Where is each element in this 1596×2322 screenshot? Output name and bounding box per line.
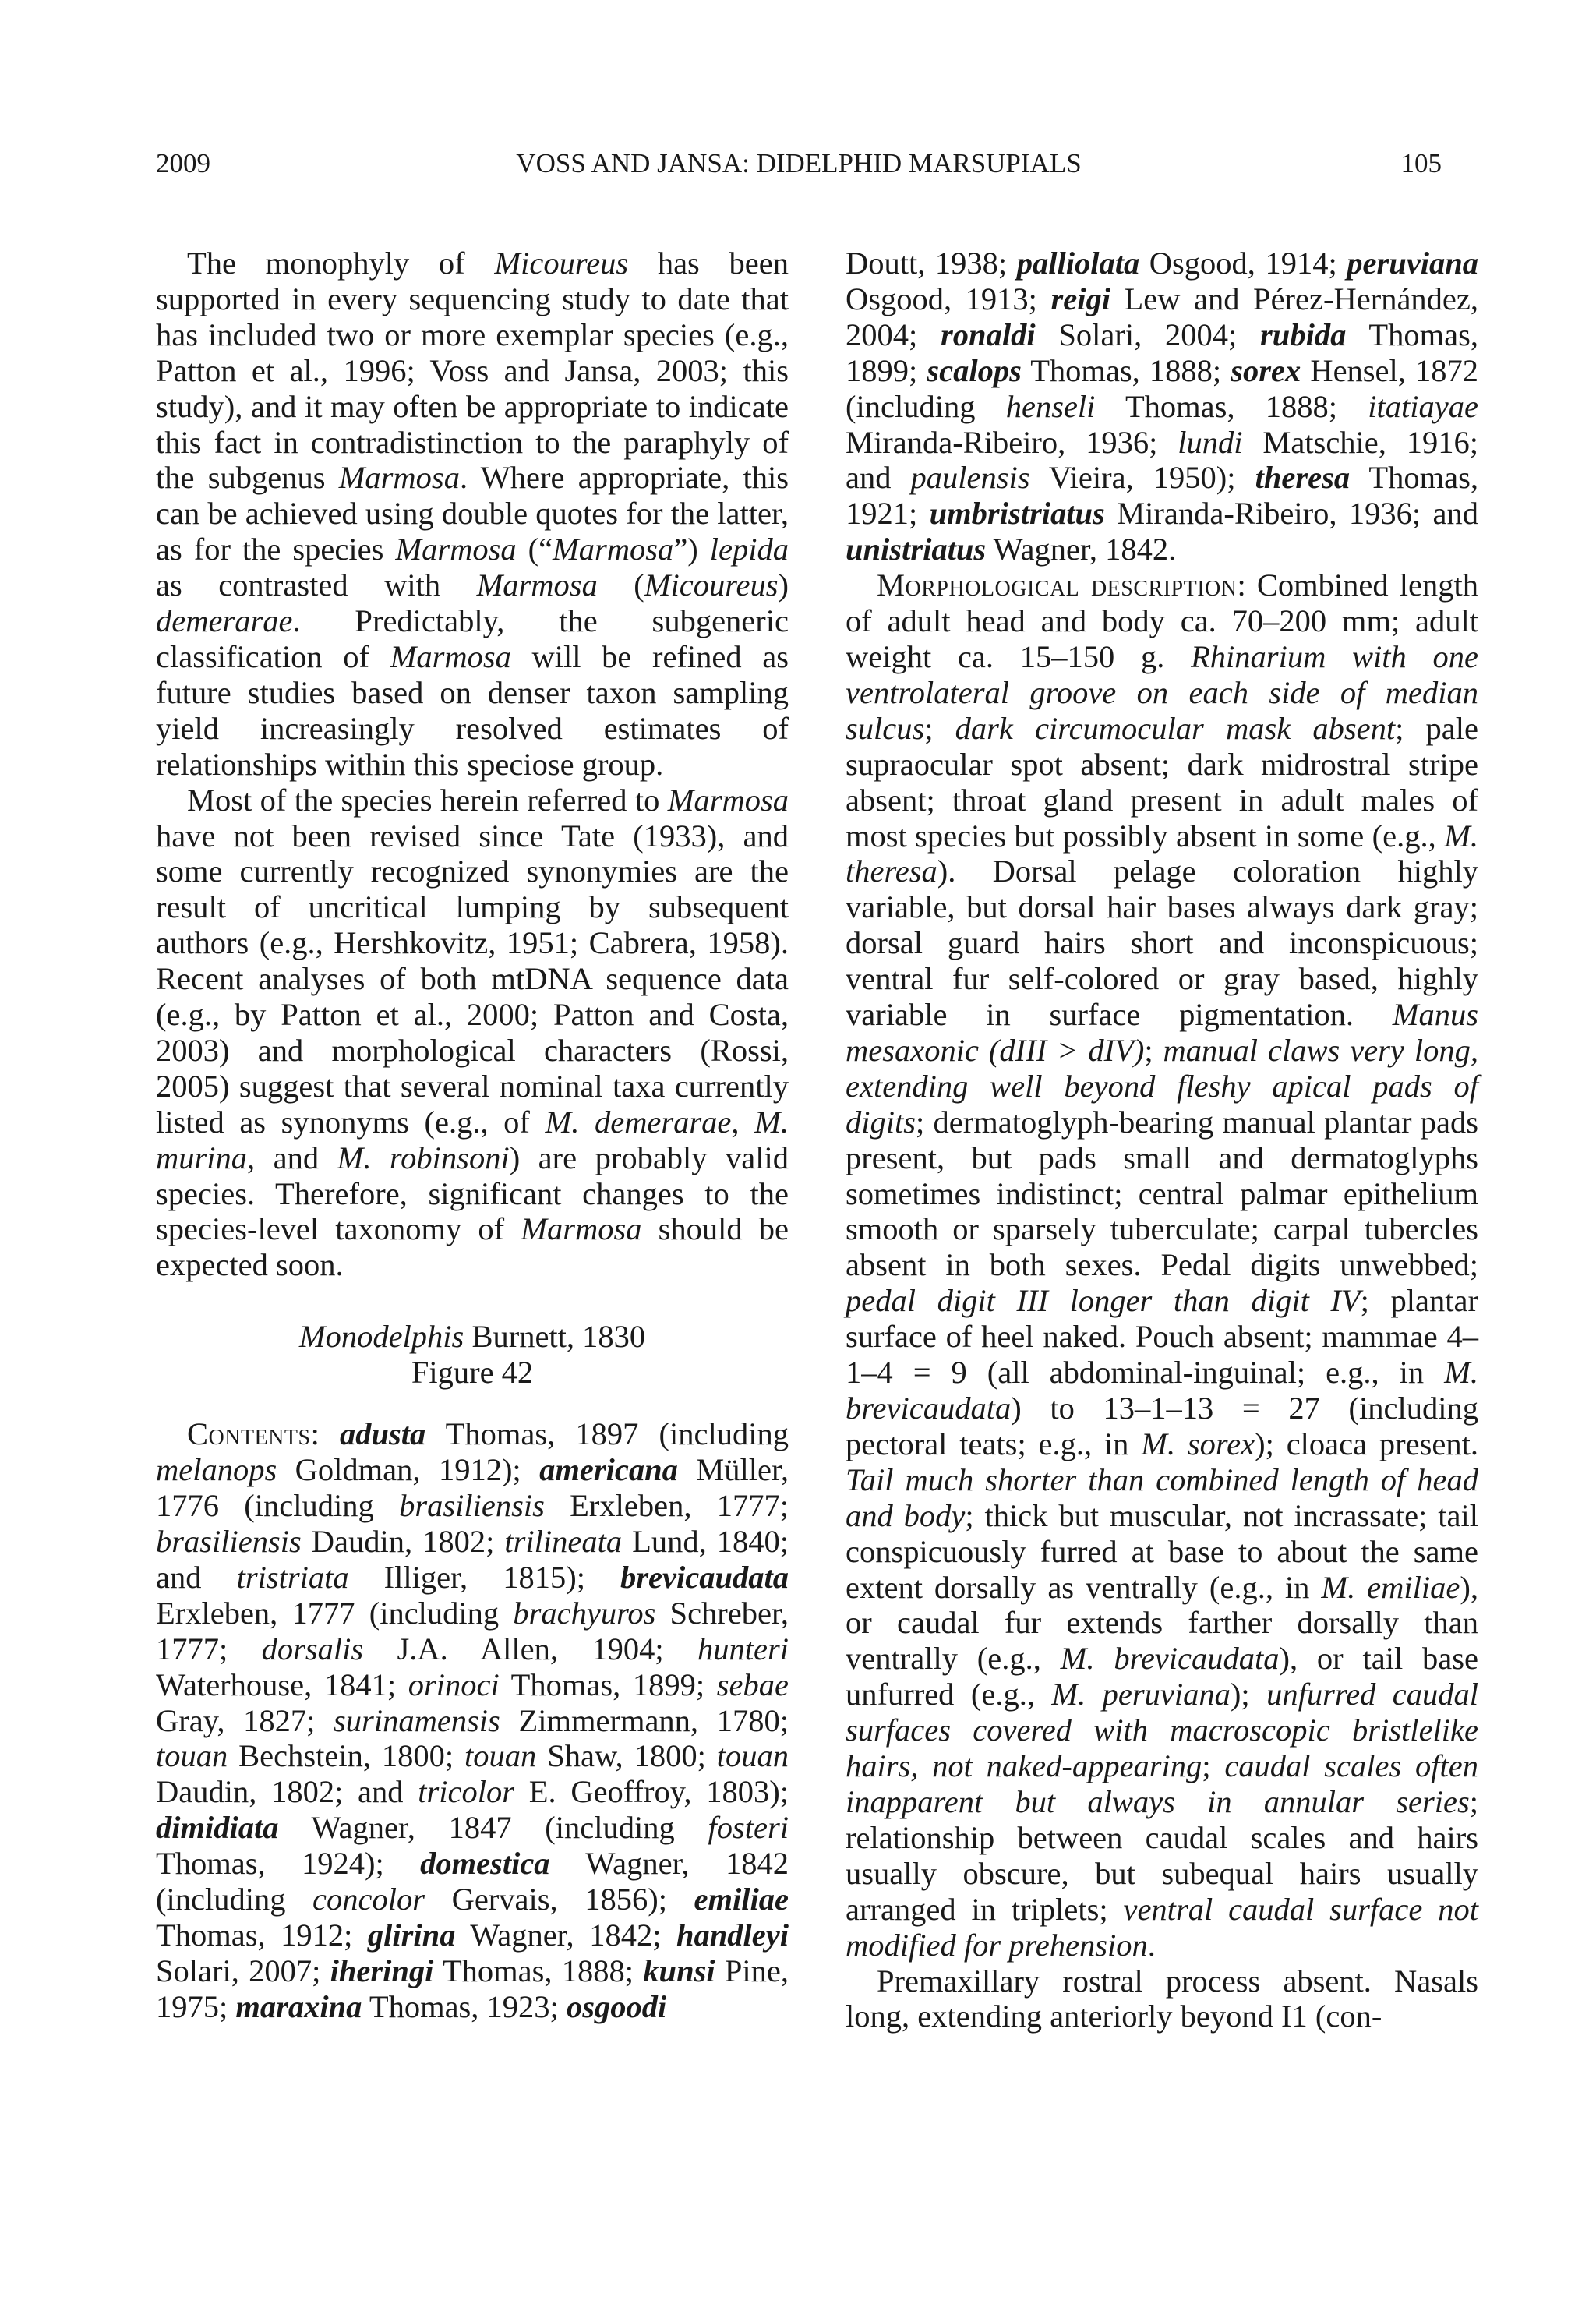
species-name: americana <box>539 1452 678 1488</box>
text-run: Schreber, 1777; <box>156 1595 789 1666</box>
italic-text-run: M. peruviana <box>1051 1677 1231 1712</box>
heading-authority: Burnett, 1830 <box>464 1319 646 1355</box>
species-name: osgoodi <box>566 1988 667 2024</box>
italic-text-run: Manus mesaxonic (dIII > dIV) <box>846 997 1478 1068</box>
text-run: . Predictably, the subgeneric classification of <box>156 603 789 674</box>
italic-text-run: melanops <box>156 1452 277 1488</box>
italic-text-run: touan <box>716 1738 789 1774</box>
paragraph-contents-continued <box>846 246 1478 567</box>
text-run: . <box>1147 1927 1156 1963</box>
text-run: Miranda-Ribeiro, 1936; <box>846 424 1178 460</box>
italic-text-run: unfurred caudal surfaces covered with macroscopic bristlelike hairs, not naked-appearing <box>846 1677 1478 1784</box>
species-name: glirina <box>367 1917 456 1953</box>
species-name: brevicaudata <box>620 1559 789 1595</box>
italic-text-run: Micoureus <box>644 567 779 603</box>
text-run: has been supported in every sequencing study to date that has included two or more exemplar species (e.g., Patton et al., 1996; Voss and Jansa, 2003; this study), and it may often be appropriate to indicate this fact in contradistinction to the paraphyly of the subgenus <box>156 246 789 496</box>
text-run: Osgood, 1913; <box>846 281 1051 316</box>
species-name: dimidiata <box>156 1810 279 1846</box>
text-run: Illiger, 1815); <box>348 1559 621 1595</box>
running-header <box>156 144 1442 183</box>
text-run: Thomas, 1912; <box>156 1917 368 1953</box>
italic-text-run: tricolor <box>418 1774 515 1810</box>
italic-text-run: paulensis <box>910 460 1030 496</box>
text-run: : Combined length of adult head and body ca. 70–200 mm; adult weight ca. 15–150 g. <box>846 567 1478 674</box>
species-name: domestica <box>420 1846 550 1882</box>
text-run: Most of the species herein referred to <box>187 782 668 818</box>
italic-text-run: M. robinsoni <box>337 1140 510 1175</box>
paragraph-marmosa-revision <box>156 783 789 1284</box>
text-run: The monophyly of <box>187 246 495 281</box>
italic-text-run: Marmosa <box>395 532 517 567</box>
text-run: Hensel, 1872 (including <box>846 352 1478 424</box>
paragraph-micoureus-monophyly <box>156 246 789 783</box>
italic-text-run: Marmosa <box>390 638 511 674</box>
paragraph-contents <box>156 1416 789 2024</box>
text-run: Goldman, 1912); <box>277 1452 540 1488</box>
header-title: VOSS AND JANSA: DIDELPHID MARSUPIALS <box>516 148 1082 178</box>
header-year: 2009 <box>156 148 210 178</box>
text-run: Osgood, 1914; <box>1139 246 1347 281</box>
text-run: Thomas, 1921; <box>846 460 1478 532</box>
text-run: ) are probably valid species. Therefore, significant changes to the species-level taxonomy of <box>156 1140 789 1247</box>
species-name: reigi <box>1050 281 1110 316</box>
text-run: Thomas, 1899; <box>846 316 1478 388</box>
paragraph-morphological-description <box>846 567 1478 1963</box>
text-run: Erxleben, 1777 (including <box>156 1595 514 1631</box>
text-run: ) to 13–1–13 = 27 (including pectoral teats; e.g., in <box>846 1391 1478 1461</box>
text-run: Müller, 1776 (including <box>156 1452 789 1524</box>
text-run: have not been revised since Tate (1933), and some currently recognized synonymies are the result of uncritical lumping by subsequent authors (e.g., Hershkovitz, 1951; Cabrera, 1958). Recent analyses of both mtDNA sequence data (e.g., by Patton et al., 2000; Patton and Costa, 2003) and morphological characters (Rossi, 2005) suggest that several nominal taxa currently listed as synonyms (e.g., of <box>156 818 789 1140</box>
species-name: iheringi <box>330 1953 434 1988</box>
italic-text-run: M. brevicaudata <box>1060 1641 1280 1677</box>
text-run: Waterhouse, 1841; <box>156 1666 408 1702</box>
italic-text-run: orinoci <box>408 1666 500 1702</box>
heading-figure: Figure 42 <box>411 1355 534 1391</box>
species-name: kunsi <box>643 1953 715 1988</box>
text-run: ; pale supraocular spot absent; dark midrostral stripe absent; throat gland present in adult males of most species but possibly absent in some (e.g., <box>846 710 1478 854</box>
text-run: ); <box>1230 1677 1267 1712</box>
section-label: Morphological description <box>877 567 1238 603</box>
italic-text-run: Tail much shorter than combined length of head and body <box>846 1461 1478 1533</box>
text-run: should be expected soon. <box>156 1211 789 1283</box>
heading-genus: Monodelphis <box>298 1319 464 1355</box>
species-name: sorex <box>1231 352 1301 388</box>
text-run: Shaw, 1800; <box>536 1738 717 1774</box>
italic-text-run: brachyuros <box>513 1595 656 1631</box>
italic-text-run: itatiayae <box>1368 388 1478 424</box>
text-run: ; thick but muscular, not incrassate; tail conspicuously furred at base to about the same extent dorsally as ventrally (e.g., in <box>846 1497 1478 1605</box>
italic-text-run: Marmosa <box>476 567 598 603</box>
text-run: Thomas, 1897 (including <box>425 1416 789 1452</box>
text-run: Solari, 2004; <box>1035 316 1261 352</box>
italic-text-run: M. emiliae <box>1321 1569 1460 1605</box>
italic-text-run: dorsalis <box>261 1631 364 1666</box>
species-name: scalops <box>927 352 1022 388</box>
species-name: rubida <box>1260 316 1347 352</box>
italic-text-run: tristriata <box>236 1559 349 1595</box>
species-name: palliolata <box>1016 246 1140 281</box>
italic-text-run: lepida <box>709 532 789 567</box>
italic-text-run: touan <box>156 1738 228 1774</box>
italic-text-run: dark circumocular mask absent <box>955 710 1396 746</box>
italic-text-run: Marmosa <box>553 532 674 567</box>
text-run: Thomas, 1923; <box>362 1988 567 2024</box>
right-column <box>846 246 1478 2034</box>
species-name: maraxina <box>235 1988 362 2024</box>
species-name: adusta <box>339 1416 426 1452</box>
header-page-number: 105 <box>1400 148 1442 178</box>
text-run: Thomas, 1888; <box>433 1953 644 1988</box>
text-run: Daudin, 1802; and <box>156 1774 418 1810</box>
section-heading-monodelphis <box>156 1319 789 1391</box>
text-run: ; dermatoglyph-bearing manual plantar pads present, but pads small and dermatoglyphs sometimes indistinct; central palmar epithelium smooth or sparsely tuberculate; carpal tubercles absent in both sexes. Pedal digits unwebbed; <box>846 1104 1478 1283</box>
italic-text-run: ventral caudal surface not modified for prehension <box>846 1891 1478 1963</box>
italic-text-run: Rhinarium with one ventrolateral groove on each side of median sulcus <box>846 638 1478 746</box>
text-run: ), or caudal fur extends farther dorsally than ventrally (e.g., <box>846 1569 1478 1677</box>
italic-text-run: touan <box>464 1738 537 1774</box>
text-run: as contrasted with <box>156 567 477 603</box>
text-run: . Where appropriate, this can be achieved using double quotes for the latter, as for the species <box>156 460 789 567</box>
text-run: Wagner, 1842 (including <box>156 1846 789 1917</box>
text-run: Daudin, 1802; <box>301 1524 505 1559</box>
text-run: ( <box>597 567 644 603</box>
species-name: ronaldi <box>941 316 1036 352</box>
text-run: ). Dorsal pelage coloration highly variable, but dorsal hair bases always dark gray; dorsal guard hairs short and inconspicuous; ventral fur self-colored or gray based, highly variable in surface pigmentation. <box>846 854 1478 1033</box>
text-run: ; <box>1144 1032 1163 1068</box>
text-run: Miranda-Ribeiro, 1936; and <box>1104 496 1478 532</box>
italic-text-run: henseli <box>1005 388 1096 424</box>
italic-text-run: hunteri <box>697 1631 789 1666</box>
text-run: ) <box>778 567 789 603</box>
text-run: ; relationship between caudal scales and hairs usually obscure, but subequal hairs usually arranged in triplets; <box>846 1783 1478 1927</box>
text-run: Lew and Pérez-Hernández, 2004; <box>846 281 1478 352</box>
italic-text-run: M. murina <box>156 1104 789 1175</box>
text-run: ; <box>924 710 955 746</box>
italic-text-run: Marmosa <box>667 782 789 818</box>
species-name: handleyi <box>676 1917 789 1953</box>
text-run: Thomas, 1888; <box>1095 388 1368 424</box>
text-run: Wagner, 1847 (including <box>278 1810 708 1846</box>
text-run: Bechstein, 1800; <box>228 1738 465 1774</box>
text-run: , and <box>247 1140 337 1175</box>
text-run: will be refined as future studies based on denser taxon sampling yield increasingly resolved estimates of relationships within this speciose group. <box>156 638 789 782</box>
text-run: Erxleben, 1777; <box>544 1488 789 1524</box>
italic-text-run: fosteri <box>708 1810 789 1846</box>
italic-text-run: M. theresa <box>846 818 1478 889</box>
text-run: ; <box>1202 1748 1225 1784</box>
text-run: Matschie, 1916; and <box>846 424 1478 496</box>
italic-text-run: caudal scales often inapparent but always in annular series <box>846 1748 1478 1819</box>
text-run: Wagner, 1842; <box>455 1917 676 1953</box>
italic-text-run: Marmosa <box>338 460 460 496</box>
species-name: umbristriatus <box>929 496 1105 532</box>
left-column <box>156 246 789 2025</box>
italic-text-run: concolor <box>312 1882 425 1917</box>
text-run: Solari, 2007; <box>156 1953 330 1988</box>
text-run: : <box>310 1416 340 1452</box>
italic-text-run: manual claws very long, extending well beyond fleshy apical pads of digits <box>846 1032 1478 1140</box>
italic-text-run: brasiliensis <box>156 1524 302 1559</box>
paragraph-premaxillary <box>846 1963 1478 2035</box>
text-run: ; plantar surface of heel naked. Pouch absent; mammae 4–1–4 = 9 (all abdominal-inguinal; e.g., in <box>846 1283 1478 1391</box>
species-name: emiliae <box>694 1882 789 1917</box>
italic-text-run: M. demerarae <box>545 1104 732 1140</box>
text-run: Gervais, 1856); <box>425 1882 694 1917</box>
italic-text-run: M. sorex <box>1141 1426 1255 1461</box>
text-run: Gray, 1827; <box>156 1702 334 1738</box>
text-run: , <box>731 1104 755 1140</box>
text-run: Thomas, 1924); <box>156 1846 421 1882</box>
italic-text-run: demerarae <box>156 603 293 639</box>
italic-text-run: Micoureus <box>494 246 629 281</box>
text-run: ); cloaca present. <box>1255 1426 1478 1461</box>
text-run: E. Geoffroy, 1803); <box>514 1774 789 1810</box>
italic-text-run: surinamensis <box>334 1702 500 1738</box>
text-run: Zimmermann, 1780; <box>500 1702 789 1738</box>
italic-text-run: Marmosa <box>521 1211 642 1247</box>
text-run: Vieira, 1950); <box>1029 460 1255 496</box>
text-run: Premaxillary rostral process absent. Nasals long, extending anteriorly beyond I1 (con- <box>846 1963 1478 2034</box>
text-run: Thomas, 1888; <box>1021 352 1231 388</box>
species-name: peruviana <box>1347 246 1478 281</box>
italic-text-run: sebae <box>716 1666 789 1702</box>
text-run: Lund, 1840; and <box>156 1524 789 1595</box>
italic-text-run: trilineata <box>504 1524 623 1559</box>
text-run: Thomas, 1899; <box>499 1666 717 1702</box>
section-label: Contents <box>187 1416 311 1452</box>
text-run: J.A. Allen, 1904; <box>363 1631 697 1666</box>
italic-text-run: pedal digit III longer than digit IV <box>846 1283 1361 1319</box>
text-run: Wagner, 1842. <box>986 532 1177 567</box>
text-run: ”) <box>673 532 710 567</box>
italic-text-run: M. brevicaudata <box>846 1355 1478 1426</box>
species-name: theresa <box>1255 460 1351 496</box>
italic-text-run: brasiliensis <box>399 1488 545 1524</box>
text-run: ), or tail base unfurred (e.g., <box>846 1641 1478 1712</box>
text-run: Pine, 1975; <box>156 1953 789 2024</box>
italic-text-run: lundi <box>1178 424 1243 460</box>
text-run: (“ <box>516 532 553 567</box>
text-run: Doutt, 1938; <box>846 246 1017 281</box>
species-name: unistriatus <box>846 532 987 567</box>
